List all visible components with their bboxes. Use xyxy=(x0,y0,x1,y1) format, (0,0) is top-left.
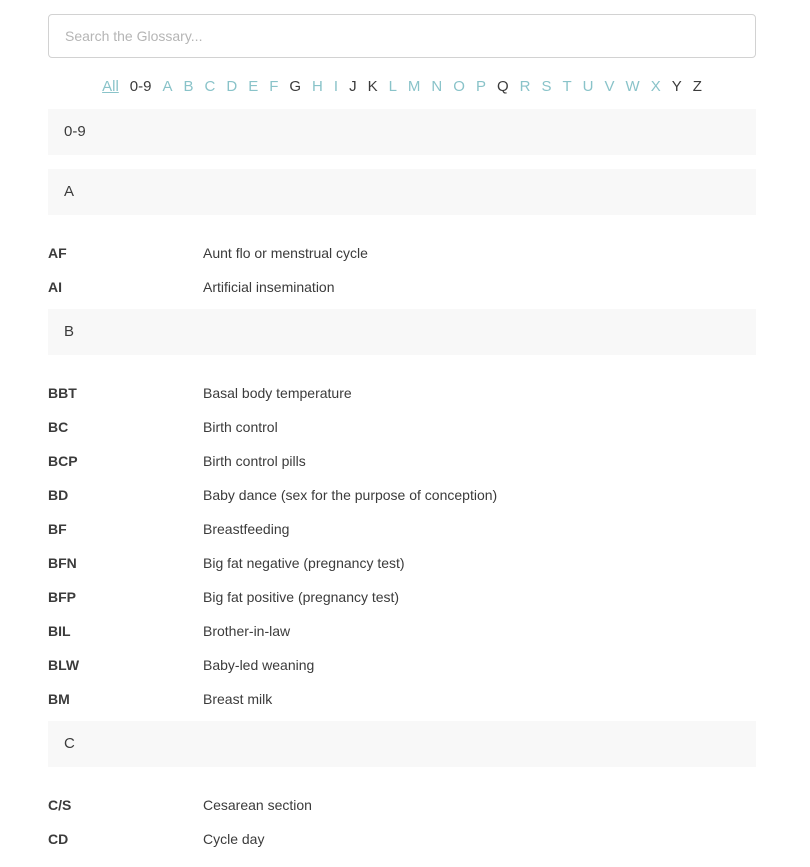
glossary-section-b xyxy=(48,309,756,709)
alphabet-nav-item-u[interactable]: U xyxy=(582,78,594,95)
glossary-entry-row xyxy=(48,795,756,815)
alphabet-nav-item-g: G xyxy=(289,78,302,95)
alphabet-nav-item-p[interactable]: P xyxy=(475,78,486,95)
alphabet-nav-item-t[interactable]: T xyxy=(562,78,572,95)
section-header xyxy=(48,721,756,767)
entry-abbreviation: BC xyxy=(48,419,69,435)
alphabet-nav-item-m[interactable]: M xyxy=(407,78,421,95)
alphabet-nav-item-x[interactable]: X xyxy=(650,78,661,95)
alphabet-nav-item-a[interactable]: A xyxy=(162,78,173,95)
glossary-entry-row xyxy=(48,243,756,263)
entry-definition: Big fat positive (pregnancy test) xyxy=(203,589,400,605)
entry-definition: Breastfeeding xyxy=(203,521,290,537)
section-header xyxy=(48,169,756,215)
glossary-section-c xyxy=(48,721,756,849)
section-letter: C xyxy=(64,735,75,752)
entries-list xyxy=(48,383,756,709)
entry-definition: Birth control xyxy=(203,419,278,435)
alphabet-nav-item-f[interactable]: F xyxy=(269,78,279,95)
glossary-entry-row xyxy=(48,587,756,607)
alphabet-nav-item-e[interactable]: E xyxy=(248,78,259,95)
entry-definition: Aunt flo or menstrual cycle xyxy=(203,245,368,261)
glossary-entry-row xyxy=(48,417,756,437)
entry-abbreviation: BLW xyxy=(48,657,80,673)
alphabet-nav-item-w[interactable]: W xyxy=(625,78,640,95)
glossary-entry-row xyxy=(48,451,756,471)
search-input[interactable] xyxy=(48,14,756,58)
alphabet-nav xyxy=(48,77,756,97)
entry-definition: Baby-led weaning xyxy=(203,657,315,673)
entry-definition: Artificial insemination xyxy=(203,279,335,295)
entry-abbreviation: C/S xyxy=(48,797,72,813)
alphabet-nav-item-l[interactable]: L xyxy=(388,78,397,95)
alphabet-nav-item-r[interactable]: R xyxy=(519,78,531,95)
entry-definition: Basal body temperature xyxy=(203,385,352,401)
alphabet-nav-item-y: Y xyxy=(671,78,682,95)
glossary-entry-row xyxy=(48,485,756,505)
alphabet-nav-item-0-9: 0-9 xyxy=(129,78,152,95)
alphabet-nav-item-k: K xyxy=(367,78,378,95)
alphabet-nav-item-d[interactable]: D xyxy=(226,78,238,95)
entry-abbreviation: BF xyxy=(48,521,67,537)
alphabet-nav-item-j: J xyxy=(349,78,357,95)
alphabet-nav-item-n[interactable]: N xyxy=(431,78,443,95)
entry-abbreviation: BBT xyxy=(48,385,77,401)
section-letter: B xyxy=(64,323,75,340)
alphabet-nav-item-v[interactable]: V xyxy=(604,78,615,95)
alphabet-nav-item-i[interactable]: I xyxy=(333,78,339,95)
alphabet-nav-item-q: Q xyxy=(496,78,509,95)
glossary-sections xyxy=(48,109,756,849)
glossary-section-0-9 xyxy=(48,109,756,155)
entry-abbreviation: BD xyxy=(48,487,69,503)
entry-definition: Brother-in-law xyxy=(203,623,291,639)
alphabet-nav-item-o[interactable]: O xyxy=(453,78,465,95)
entry-definition: Big fat negative (pregnancy test) xyxy=(203,555,405,571)
glossary-entry-row xyxy=(48,519,756,539)
alphabet-nav-item-b[interactable]: B xyxy=(183,78,194,95)
entry-definition: Cycle day xyxy=(203,831,265,847)
alphabet-nav-item-h[interactable]: H xyxy=(312,78,323,95)
section-letter: 0-9 xyxy=(64,123,86,140)
alphabet-nav-item-all[interactable]: All xyxy=(102,78,119,95)
entry-definition: Birth control pills xyxy=(203,453,306,469)
glossary-entry-row xyxy=(48,277,756,297)
entry-abbreviation: AF xyxy=(48,245,67,261)
alphabet-nav-item-z: Z xyxy=(692,78,702,95)
glossary-entry-row xyxy=(48,655,756,675)
alphabet-nav-item-c[interactable]: C xyxy=(204,78,216,95)
section-letter: A xyxy=(64,183,75,200)
alphabet-nav-item-s[interactable]: S xyxy=(541,78,552,95)
entry-abbreviation: BM xyxy=(48,691,70,707)
entry-abbreviation: BFN xyxy=(48,555,77,571)
entry-abbreviation: CD xyxy=(48,831,69,847)
section-header xyxy=(48,309,756,355)
entry-abbreviation: BFP xyxy=(48,589,76,605)
entry-definition: Breast milk xyxy=(203,691,273,707)
entries-list xyxy=(48,243,756,297)
entry-abbreviation: BIL xyxy=(48,623,71,639)
glossary-entry-row xyxy=(48,383,756,403)
entry-definition: Cesarean section xyxy=(203,797,312,813)
glossary-entry-row xyxy=(48,829,756,849)
section-header xyxy=(48,109,756,155)
glossary-entry-row xyxy=(48,553,756,573)
entries-list xyxy=(48,795,756,849)
entry-abbreviation: AI xyxy=(48,279,62,295)
glossary-entry-row xyxy=(48,689,756,709)
entry-definition: Baby dance (sex for the purpose of conception) xyxy=(203,487,498,503)
glossary-entry-row xyxy=(48,621,756,641)
glossary-section-a xyxy=(48,169,756,297)
entry-abbreviation: BCP xyxy=(48,453,78,469)
